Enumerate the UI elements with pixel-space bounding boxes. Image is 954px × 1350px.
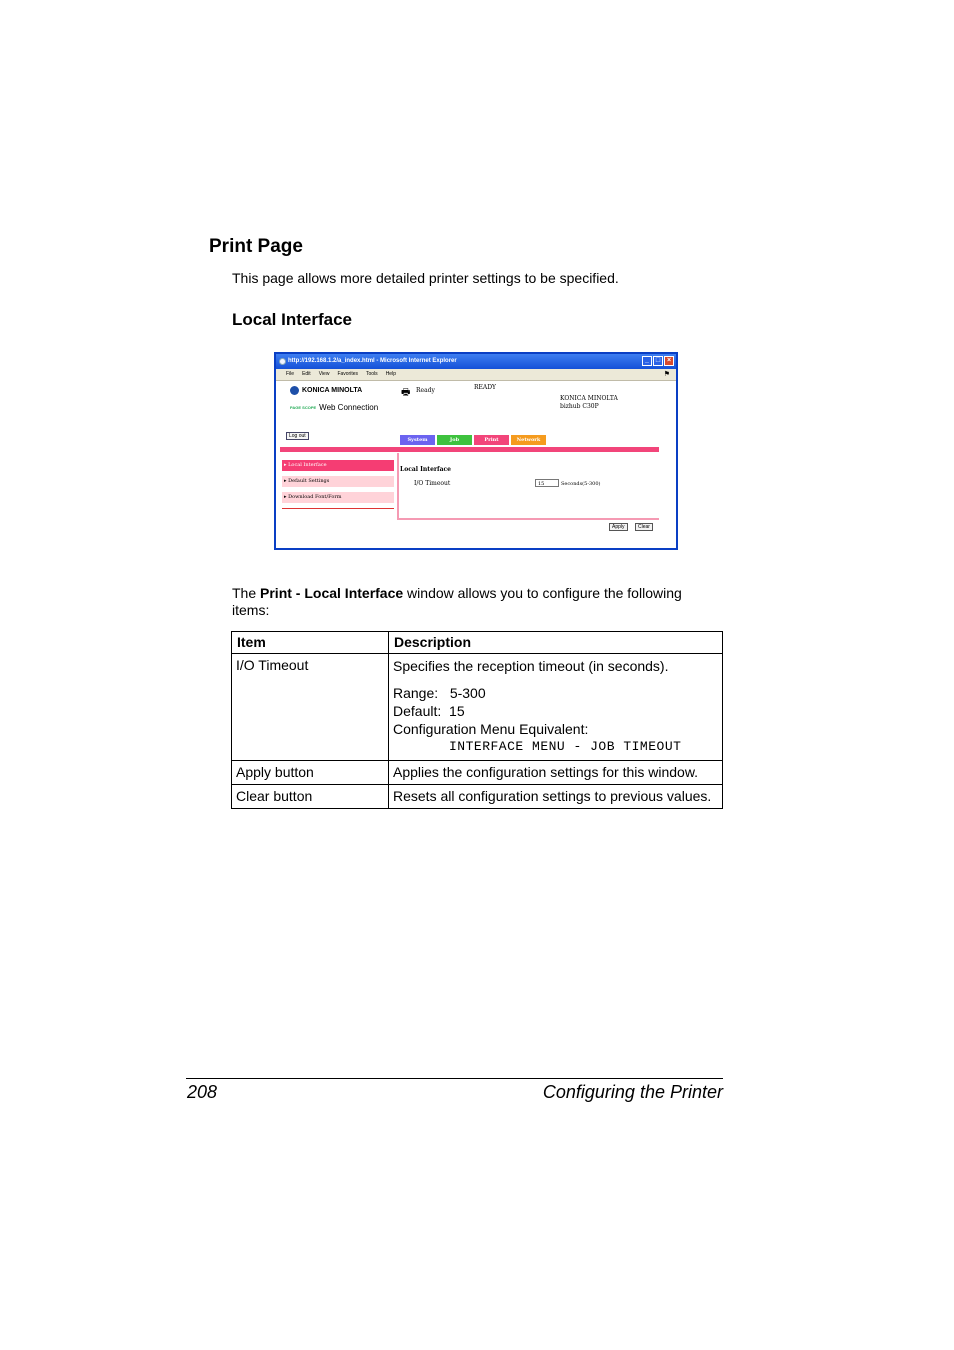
pagescope-logo-icon: PAGE SCOPE (290, 404, 317, 410)
table-header-item: Item (232, 632, 389, 654)
sidebar-item-label: Download Font/Form (288, 494, 342, 500)
sidebar-item-local-interface[interactable]: ▸ Local Interface (282, 460, 394, 471)
section-heading: Local Interface (232, 310, 352, 329)
menu-bar (276, 369, 676, 381)
close-icon[interactable]: × (664, 356, 674, 366)
apply-button[interactable]: Apply (609, 523, 628, 531)
menu-edit[interactable]: Edit (302, 371, 311, 377)
table-cell-description: Resets all configuration settings to previous values. (389, 785, 723, 809)
tab-underline (280, 447, 659, 452)
io-timeout-label: I/O Timeout (414, 480, 451, 487)
tab-system[interactable]: System (400, 435, 435, 445)
table-cell-item: Apply button (232, 761, 389, 785)
sidebar-item-download-font[interactable]: ▸ Download Font/Form (282, 492, 394, 503)
menu-tools[interactable]: Tools (366, 371, 378, 377)
table-header-description: Description (389, 632, 723, 654)
description-paragraph (232, 585, 722, 619)
page-title: Print Page (209, 236, 303, 257)
tab-bar (400, 435, 546, 445)
para-text-pre: The (232, 585, 261, 601)
tab-network[interactable]: Network (511, 435, 546, 445)
sidebar-item-label: Local Interface (288, 462, 327, 468)
page-number: 208 (187, 1082, 218, 1102)
sidebar (282, 460, 394, 509)
table-cell-item: Clear button (232, 785, 389, 809)
window-titlebar (276, 354, 676, 369)
window-title: http://192.168.1.2/a_index.html - Microsoft Internet Explorer (288, 358, 457, 364)
printer-icon: 🖶 (401, 387, 411, 398)
para-text-bold: Print - Local Interface (260, 585, 404, 601)
desc-range: Range: 5-300 (393, 685, 486, 701)
model-name: bizhub C30P (560, 403, 599, 410)
desc-menu-value: INTERFACE MENU - JOB TIMEOUT (449, 739, 682, 754)
status-text: READY (474, 384, 497, 391)
clear-button[interactable]: Clear (635, 523, 653, 531)
settings-table (231, 631, 723, 809)
minimize-icon[interactable]: _ (642, 356, 652, 366)
desc-menu-label: Configuration Menu Equivalent: (393, 721, 589, 737)
tab-print[interactable]: Print (474, 435, 509, 445)
brand-name: KONICA MINOLTA (302, 387, 363, 394)
desc-text: Specifies the reception timeout (in seconds). (393, 658, 669, 674)
content-divider-vertical (397, 453, 399, 518)
table-row (232, 761, 723, 785)
desc-default: Default: 15 (393, 703, 465, 719)
windows-flag-icon: ⚑ (663, 371, 670, 378)
table-cell-description (389, 654, 723, 761)
logout-button[interactable]: Log out (286, 432, 309, 440)
table-row (232, 785, 723, 809)
product-name: Web Connection (319, 403, 379, 412)
model-info (560, 395, 618, 411)
para-text-post: window allows you to configure the following items: (232, 585, 682, 618)
content-divider-horizontal (397, 518, 659, 520)
status-icon-label: Ready (416, 387, 435, 394)
ie-icon (279, 358, 286, 365)
model-brand: KONICA MINOLTA (560, 395, 618, 402)
sidebar-item-label: Default Settings (288, 478, 330, 484)
chapter-title: Configuring the Printer (542, 1082, 723, 1102)
menu-help[interactable]: Help (385, 371, 396, 377)
table-row (232, 654, 723, 761)
table-cell-item: I/O Timeout (232, 654, 389, 761)
footer-rule (186, 1078, 723, 1079)
product-logo (290, 403, 378, 412)
konica-logo-icon (290, 386, 299, 395)
table-cell-description: Applies the configuration settings for this window. (389, 761, 723, 785)
tab-job[interactable]: Job (437, 435, 472, 445)
menu-file[interactable]: File (286, 371, 295, 377)
menu-favorites[interactable]: Favorites (337, 371, 358, 377)
sidebar-item-default-settings[interactable]: ▸ Default Settings (282, 476, 394, 487)
intro-text: This page allows more detailed printer settings to be specified. (232, 270, 619, 286)
maximize-icon[interactable]: □ (653, 356, 663, 366)
sidebar-divider (282, 508, 394, 509)
browser-screenshot (274, 352, 678, 550)
menu-view[interactable]: View (318, 371, 330, 377)
page-content (276, 381, 676, 548)
table-header-row (232, 632, 723, 654)
brand-logo (290, 386, 362, 395)
io-timeout-input[interactable]: 15 (535, 479, 559, 487)
content-section-title: Local Interface (400, 466, 451, 473)
io-timeout-unit: Seconds(5-300) (561, 481, 601, 487)
